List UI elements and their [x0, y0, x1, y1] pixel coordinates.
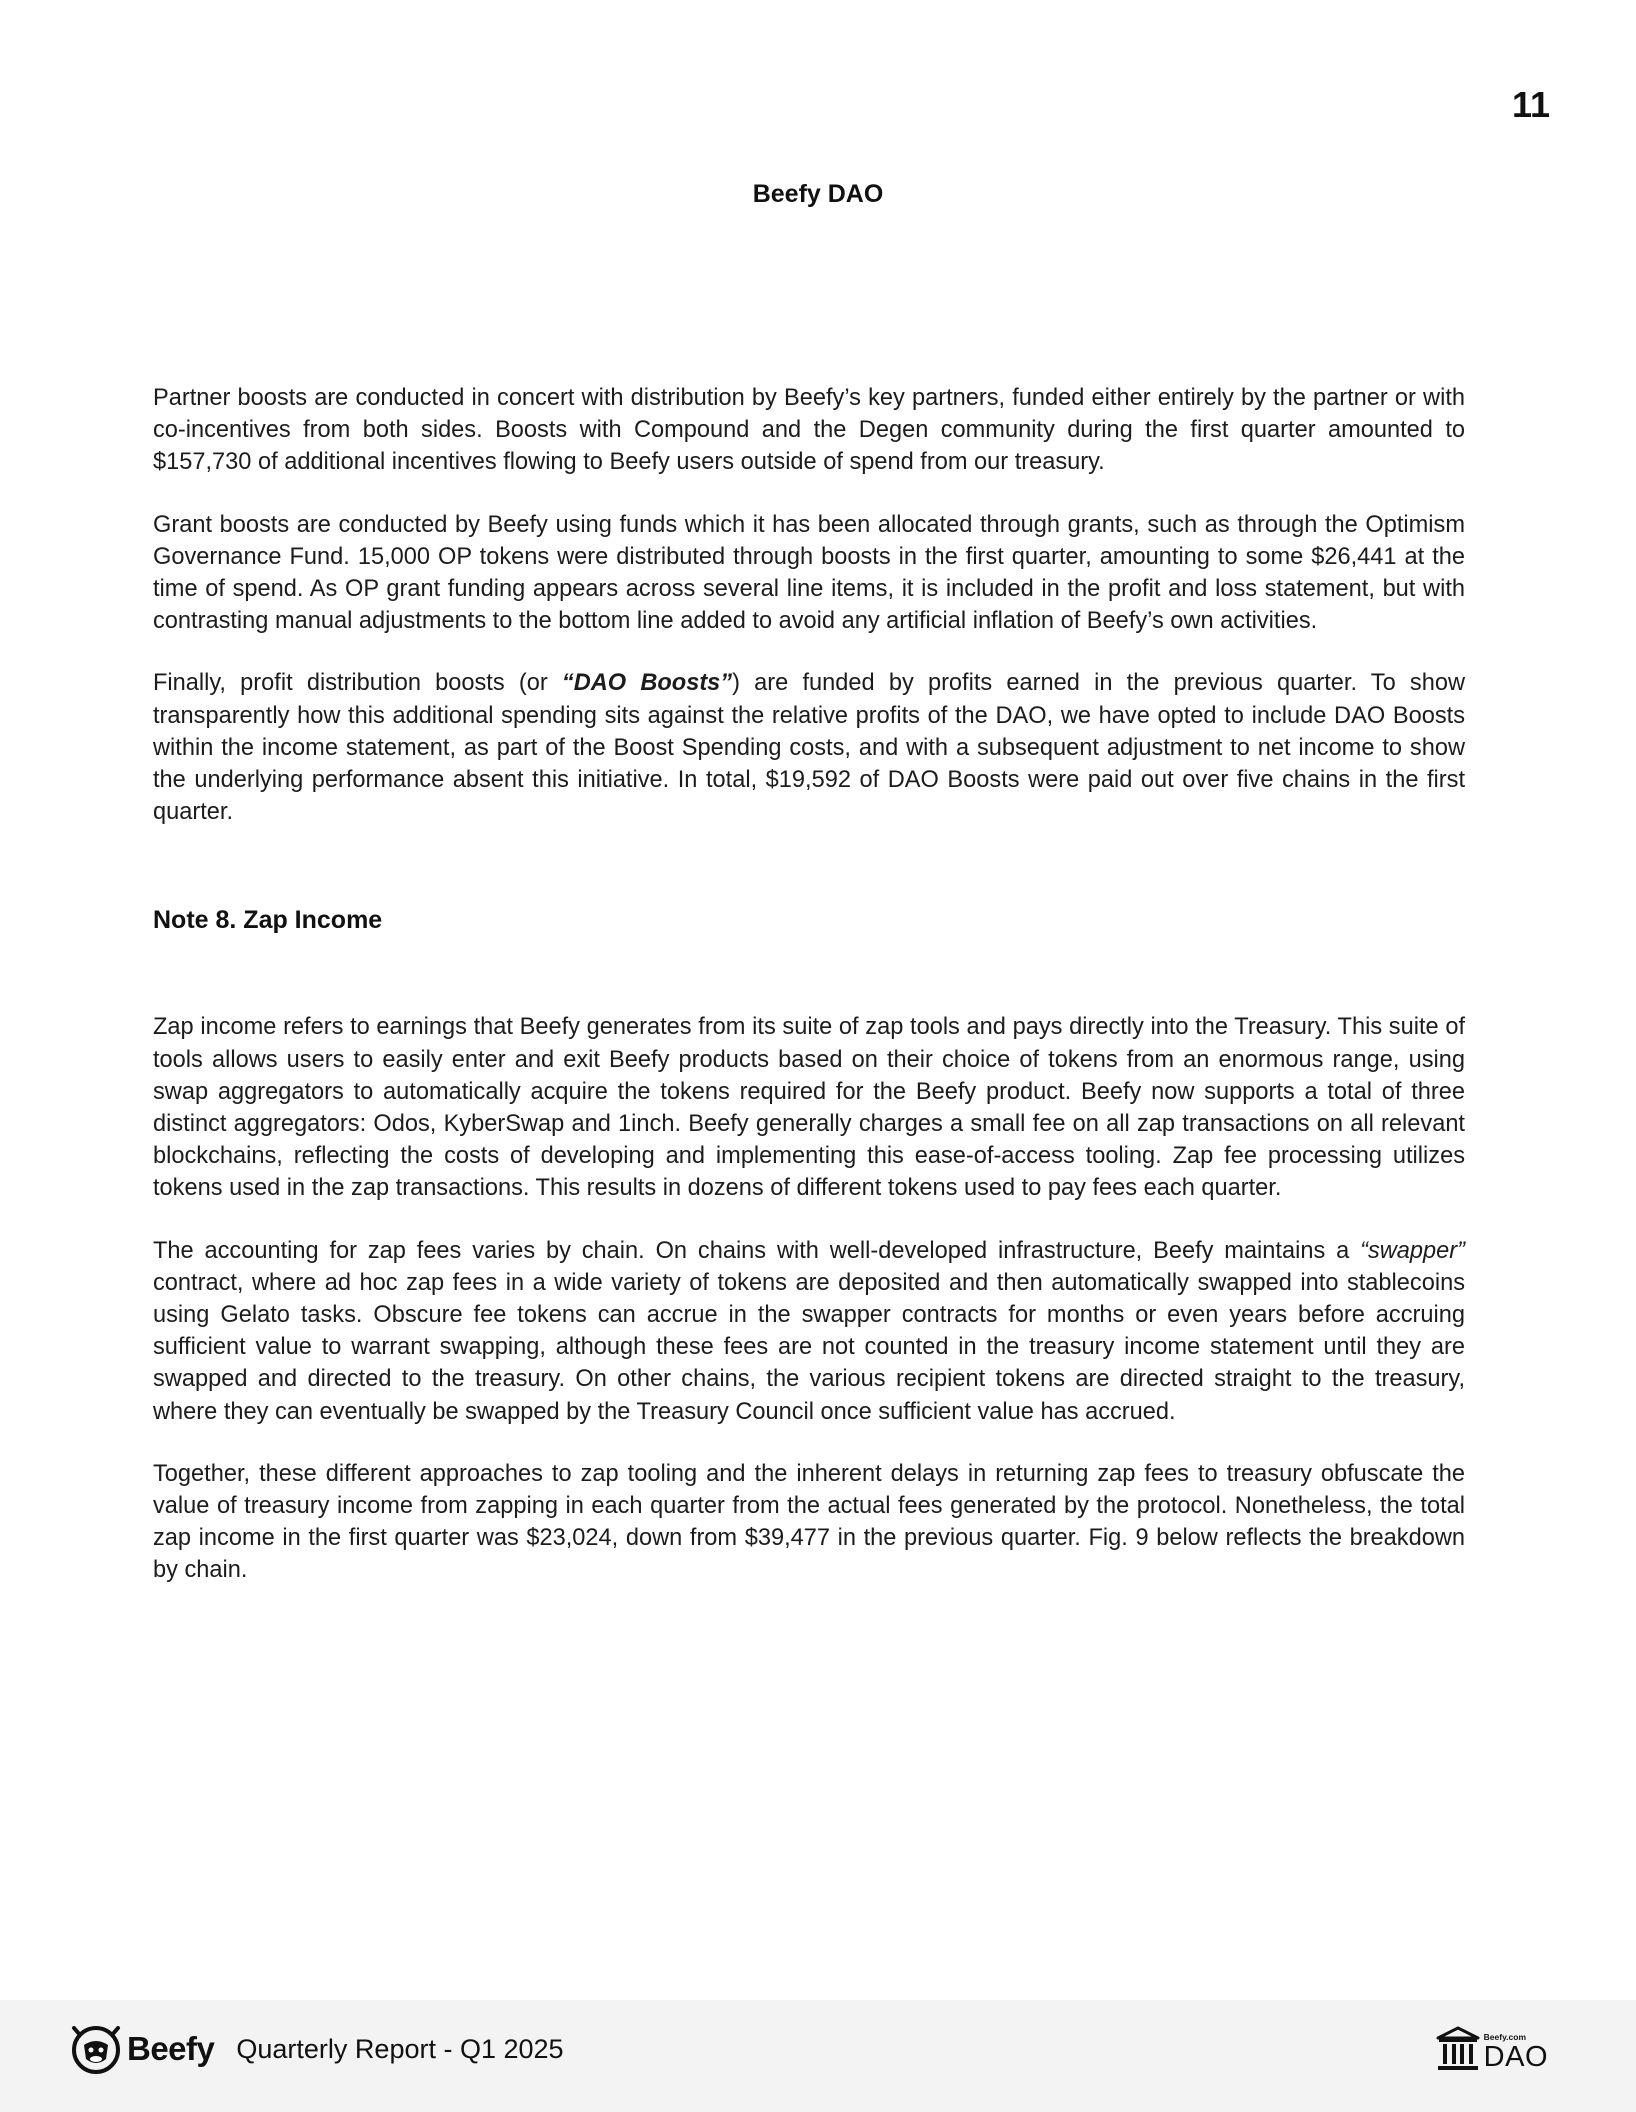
zap-accounting-text-start: The accounting for zap fees varies by chain. On chains with well-developed infrastructure, Beefy maintains a	[153, 1237, 1361, 1264]
footer-dao-logo	[1436, 2020, 1548, 2072]
footer-brand	[70, 2022, 564, 2076]
paragraph-grant-boosts: Grant boosts are conducted by Beefy using funds which it has been allocated through grants, such as through the Optimism Governance Fund. 15,000 OP tokens were distributed through boosts in the first quarter, amounting to some $26,441 at the time of spend. As OP grant funding appears across several line items, it is included in the profit and loss statement, but with contrasting manual adjustments to the bottom line added to avoid any artificial inflation of Beefy’s own activities.	[153, 511, 1465, 635]
document-title: Beefy DAO	[752, 180, 884, 208]
dao-wordmark	[1484, 2033, 1548, 2073]
dao-boosts-text-start: Finally, profit distribution boosts (or	[153, 670, 562, 697]
page-number: 11	[1511, 84, 1550, 125]
section-heading-zap-income: Note 8. Zap Income	[153, 906, 383, 935]
zap-accounting-text-end: contract, where ad hoc zap fees in a wide variety of tokens are deposited and then automatically swapped into stablecoins using Gelato tasks. Obscure fee tokens can accrue in the swapper contracts for months or even years before accruing sufficient value to warrant swapping, although these fees are not counted in the treasury income statement until they are swapped and directed to the treasury. On other chains, the various recipient tokens are directed straight to the treasury, where they can eventually be swapped by the Treasury Council once sufficient value has accrued.	[153, 1269, 1465, 1425]
paragraph-partner-boosts: Partner boosts are conducted in concert with distribution by Beefy’s key partners, funded either entirely by the partner or with co-incentives from both sides. Boosts with Compound and the Degen community during the first quarter amounted to $157,730 of additional incentives flowing to Beefy users outside of spend from our treasury.	[153, 385, 1465, 476]
brand-name: Beefy	[127, 2030, 215, 2067]
swapper-emphasis: “swapper”	[1360, 1237, 1465, 1264]
paragraph-zap-accounting	[153, 1235, 1465, 1428]
dao-big-text: DAO	[1483, 2041, 1548, 2073]
dao-boosts-text-end: ) are funded by profits earned in the previous quarter. To show transparently how this additional spending sits against the relative profits of the DAO, we have opted to include DAO Boosts within the income statement, as part of the Boost Spending costs, and with a subsequent adjustment to net income to show the underlying performance absent this initiative. In total, $19,592 of DAO Boosts were paid out over five chains in the first quarter.	[153, 670, 1466, 826]
dao-boosts-emphasis: “DAO Boosts”	[561, 670, 733, 697]
dao-temple-icon	[1436, 2026, 1480, 2072]
paragraph-zap-income-intro: Zap income refers to earnings that Beefy generates from its suite of zap tools and pays directly into the Treasury. This suite of tools allows users to easily enter and exit Beefy products based on their choice of tokens from an enormous range, using swap aggregators to automatically acquire the tokens required for the Beefy product. Beefy now supports a total of three distinct aggregators: Odos, KyberSwap and 1inch. Beefy generally charges a small fee on all zap transactions on all relevant blockchains, reflecting the costs of developing and implementing this ease-of-access tooling. Zap fee processing utilizes tokens used in the zap transactions. This results in dozens of different tokens used to pay fees each quarter.	[153, 1014, 1465, 1202]
paragraph-dao-boosts	[153, 667, 1465, 828]
page-footer	[0, 2000, 1636, 2112]
dao-small-text: Beefy.com	[1483, 2031, 1527, 2042]
beefy-cow-logo-icon	[70, 2023, 122, 2075]
main-content	[153, 382, 1465, 1617]
report-title: Quarterly Report - Q1 2025	[236, 2033, 564, 2064]
paragraph-zap-summary: Together, these different approaches to zap tooling and the inherent delays in returning zap fees to treasury obfuscate the value of treasury income from zapping in each quarter from the actual fees generated by the protocol. Nonetheless, the total zap income in the first quarter was $23,024, down from $39,477 in the previous quarter. Fig. 9 below reflects the breakdown by chain.	[153, 1460, 1465, 1584]
